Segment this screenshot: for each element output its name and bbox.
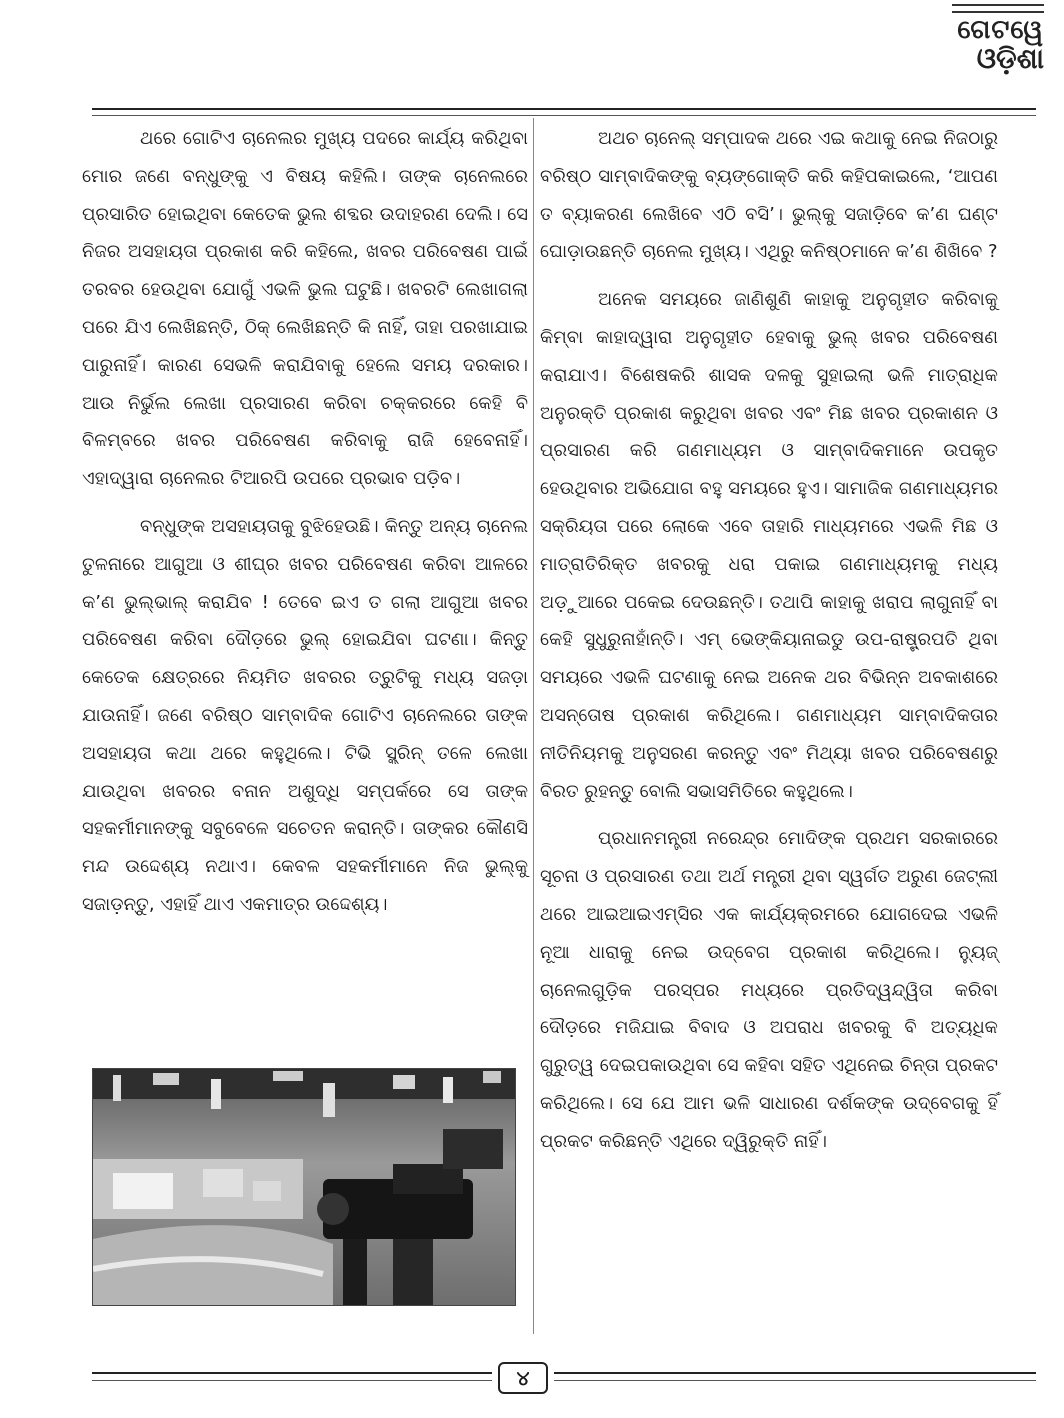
paragraph: ଅଥଚ ଚାନେଲ୍ ସମ୍ପାଦକ ଥରେ ଏଇ କଥାକୁ ନେଇ ନିଜଠାରୁ ବରିଷ୍ଠ ସାମ୍ବାଦିକଙ୍କୁ ବ୍ୟଙ୍ଗୋକ୍ତି କରି କହିପକାଇଲେ, ‘ଆପଣ ତ ବ୍ୟାକରଣ ଲେଖିବେ ଏଠି ବସି’। ଭୁଲ୍‌କୁ ସଜାଡ଼ିବେ କ’ଣ ଘଣ୍ଟ ଘୋଡ଼ାଉଛନ୍ତି ଚାନେଲ ମୁଖ୍ୟ। ଏଥିରୁ କନିଷ୍ଠମାନେ କ’ଣ ଶିଖିବେ ?: [540, 128, 998, 263]
left-column: [82, 120, 528, 924]
paragraph: ଅନେକ ସମୟରେ ଜାଣିଶୁଣି କାହାକୁ ଅନୁଗୃହୀତ କରିବାକୁ କିମ୍ବା କାହାଦ୍ୱାରା ଅନୁଗୃହୀତ ହେବାକୁ ଭୁଲ୍ ଖବର ପରିବେଷଣ କରାଯାଏ। ବିଶେଷକରି ଶାସକ ଦଳକୁ ସୁହାଇଲା ଭଳି ମାତ୍ରାଧିକ ଅନୁରକ୍ତି ପ୍ରକାଶ କରୁଥିବା ଖବର ଏବଂ ମିଛ ଖବର ପ୍ରକାଶନ ଓ ପ୍ରସାରଣ କରି ଗଣମାଧ୍ୟମ ଓ ସାମ୍ବାଦିକମାନେ ଉପକୃତ ହେଉଥିବାର ଅଭିଯୋଗ ବହୁ ସମୟରେ ହୁଏ। ସାମାଜିକ ଗଣମାଧ୍ୟମର ସକ୍ରିୟତା ପରେ ଲୋକେ ଏବେ ତାହାରି ମାଧ୍ୟମରେ ଏଭଳି ମିଛ ଓ ମାତ୍ରାତିରିକ୍ତ ଖବରକୁ ଧରା ପକାଇ ଗଣମାଧ୍ୟମକୁ ମଧ୍ୟ ଅଡ଼ୁଆରେ ପକେଇ ଦେଉଛନ୍ତି। ତଥାପି କାହାକୁ ଖରାପ ଲାଗୁନାହିଁ ବା କେହି ସୁଧୁରୁନାହାଁନ୍ତି। ଏମ୍ ଭେଙ୍କିୟାନାଇଡୁ ଉପ-ରାଷ୍ଟ୍ରପତି ଥିବା ସମୟରେ ଏଭଳି ଘଟଣାକୁ ନେଇ ଅନେକ ଥର ବିଭିନ୍ନ ଅବକାଶରେ ଅସନ୍ତୋଷ ପ୍ରକାଶ କରିଥିଲେ। ଗଣମାଧ୍ୟମ ସାମ୍ବାଦିକତାର ନୀତିନିୟମକୁ ଅନୁସରଣ କରନ୍ତୁ ଏବଂ ମିଥ୍ୟା ଖବର ପରିବେଷଣରୁ ବିରତ ରୁହନ୍ତୁ ବୋଲି ସଭାସମିତିରେ କହୁଥିଲେ।: [540, 289, 998, 802]
footer-rule-left: [92, 1372, 492, 1381]
masthead: [952, 4, 1044, 73]
tv-studio-photo: [92, 1068, 516, 1306]
footer-rule-right: [554, 1372, 1036, 1381]
masthead-title-line2: ଓଡ଼ିଶା: [976, 42, 1044, 75]
masthead-rule: [952, 4, 1044, 13]
right-column: [540, 120, 998, 1161]
paragraph: ବନ୍ଧୁଙ୍କ ଅସହାୟତାକୁ ବୁଝିହେଉଛି। କିନ୍ତୁ ଅନ୍ୟ ଚାନେଲ ତୁଳନାରେ ଆଗୁଆ ଓ ଶୀଘ୍ର ଖବର ପରିବେଷଣ କରିବା ଆଳରେ କ’ଣ ଭୁଲ୍‌ଭାଲ୍ କରାଯିବ ! ତେବେ ଇଏ ତ ଗଲା ଆଗୁଆ ଖବର ପରିବେଷଣ କରିବା ଦୌଡ଼ରେ ଭୁଲ୍ ହୋଇଯିବା ଘଟଣା। କିନ୍ତୁ କେତେକ କ୍ଷେତ୍ରରେ ନିୟମିତ ଖବରର ତ୍ରୁଟିକୁ ମଧ୍ୟ ସଜଡ଼ା ଯାଉନାହିଁ। ଜଣେ ବରିଷ୍ଠ ସାମ୍ବାଦିକ ଗୋଟିଏ ଚାନେଲରେ ତାଙ୍କ ଅସହାୟତା କଥା ଥରେ କହୁଥିଲେ। ଟିଭି ସ୍କ୍ରିନ୍ ତଳେ ଲେଖା ଯାଉଥିବା ଖବରର ବନାନ ଅଶୁଦ୍ଧି ସମ୍ପର୍କରେ ସେ ତାଙ୍କ ସହକର୍ମୀମାନଙ୍କୁ ସବୁବେଳେ ସଚେତନ କରାନ୍ତି। ତାଙ୍କର କୌଣସି ମନ୍ଦ ଉଦ୍ଦେଶ୍ୟ ନଥାଏ। କେବଳ ସହକର୍ମୀମାନେ ନିଜ ଭୁଲ୍‌କୁ ସଜାଡ଼ନ୍ତୁ, ଏହାହିଁ ଥାଏ ଏକମାତ୍ର ଉଦ୍ଦେଶ୍ୟ।: [82, 515, 528, 915]
paragraph: ପ୍ରଧାନମନ୍ତ୍ରୀ ନରେନ୍ଦ୍ର ମୋଦିଙ୍କ ପ୍ରଥମ ସରକାରରେ ସୂଚନା ଓ ପ୍ରସାରଣ ତଥା ଅର୍ଥ ମନ୍ତ୍ରୀ ଥିବା ସ୍ୱର୍ଗତ ଅରୁଣ ଜେଟ୍‌ଲୀ ଥରେ ଆଇଆଇଏମ୍‌ସିର ଏକ କାର୍ଯ୍ୟକ୍ରମରେ ଯୋଗଦେଇ ଏଭଳି ନୂଆ ଧାରାକୁ ନେଇ ଉଦ୍‌ବେଗ ପ୍ରକାଶ କରିଥିଲେ। ନ୍ୟୁଜ୍ ଚାନେଲଗୁଡ଼ିକ ପରସ୍ପର ମଧ୍ୟରେ ପ୍ରତିଦ୍ୱନ୍ଦ୍ୱିତା କରିବା ଦୌଡ଼ରେ ମଜିଯାଇ ବିବାଦ ଓ ଅପରାଧ ଖବରକୁ ବି ଅତ୍ୟଧିକ ଗୁରୁତ୍ୱ ଦେଇପକାଉଥିବା ସେ କହିବା ସହିତ ଏଥିନେଇ ଚିନ୍ତା ପ୍ରକଟ କରିଥିଲେ। ସେ ଯେ ଆମ ଭଳି ସାଧାରଣ ଦର୍ଶକଙ୍କ ଉଦ୍‌ବେଗକୁ ହିଁ ପ୍ରକଟ କରିଛନ୍ତି ଏଥିରେ ଦ୍ୱିରୁକ୍ତି ନାହିଁ।: [540, 828, 998, 1152]
page-footer: [92, 1362, 1036, 1394]
photo-illustration: [93, 1069, 515, 1305]
header-rule: [92, 108, 1036, 116]
paragraph: ଥରେ ଗୋଟିଏ ଚାନେଲର ମୁଖ୍ୟ ପଦରେ କାର୍ଯ୍ୟ କରିଥିବା ମୋର ଜଣେ ବନ୍ଧୁଙ୍କୁ ଏ ବିଷୟ କହିଲି। ତାଙ୍କ ଚାନେଲରେ ପ୍ରସାରିତ ହୋଇଥିବା କେତେକ ଭୁଲ ଶବ୍ଦର ଉଦାହରଣ ଦେଲି। ସେ ନିଜର ଅସହାୟତା ପ୍ରକାଶ କରି କହିଲେ, ଖବର ପରିବେଷଣ ପାଇଁ ତରବର ହେଉଥିବା ଯୋଗୁଁ ଏଭଳି ଭୁଲ ଘଟୁଛି। ଖବରଟି ଲେଖାଗଲା ପରେ ଯିଏ ଲେଖିଛନ୍ତି, ଠିକ୍ ଲେଖିଛନ୍ତି କି ନାହିଁ, ତାହା ପରଖାଯାଇ ପାରୁନାହିଁ। କାରଣ ସେଭଳି କରାଯିବାକୁ ହେଲେ ସମୟ ଦରକାର। ଆଉ ନିର୍ଭୁଲ ଲେଖା ପ୍ରସାରଣ କରିବା ଚକ୍କରରେ କେହି ବି ବିଳମ୍ବରେ ଖବର ପରିବେଷଣ କରିବାକୁ ରାଜି ହେବେନାହିଁ। ଏହାଦ୍ୱାରା ଚାନେଲର ଟିଆରପି ଉପରେ ପ୍ରଭାବ ପଡ଼ିବ।: [82, 128, 528, 490]
page-number: ୪: [498, 1362, 548, 1394]
masthead-title-line1: ଗେଟୱେ: [957, 15, 1044, 45]
column-divider: [533, 118, 534, 1334]
